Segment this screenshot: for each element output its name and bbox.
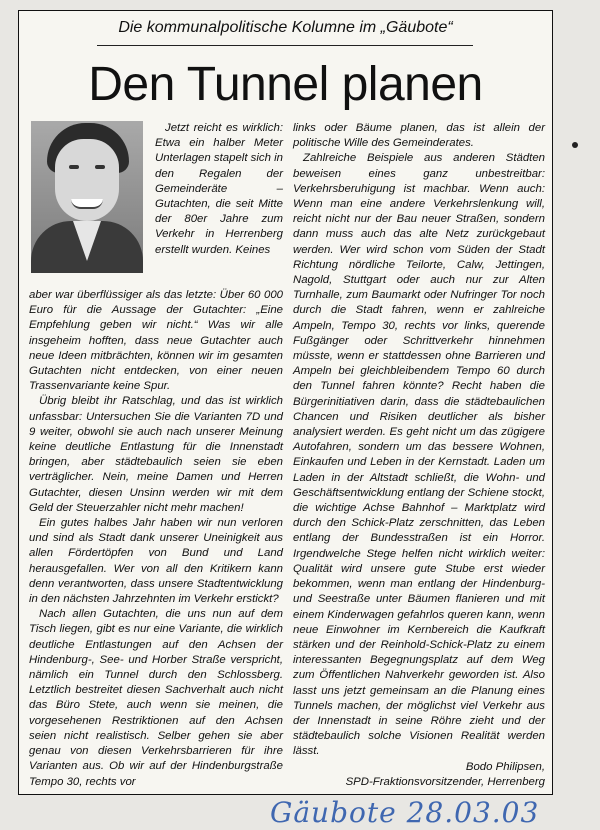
paragraph: Nach allen Gutachten, die uns nun auf dem Tisch liegen, gibt es nur eine Variante, die wirklich deutliche Entlastungen auf den Achsen der Hindenburg-, See- und Horber Straße verspricht, nämlich ein Tunnel durch den Schlossberg. Letztlich bestreitet diesen Sachverhalt auch nicht das Büro Stete, auch wenn sie meinen, die vorgesehenen Restriktionen auf den Achsen seien nicht realistisch. Selber gehen sie aber genau von diesen Verkehrsbarrieren für ihre Varianten aus. Ob wir auf der Hindenburgstraße Tempo 30, rechts vor [29,608,283,788]
column-kicker: Die kommunalpolitische Kolumne im „Gäubote“ [118,19,453,36]
author-name: Bodo Philipsen, [465,760,545,773]
column-2 [293,121,545,790]
headline: Den Tunnel planen [88,58,483,111]
handwritten-source-note: Gäubote 28.03.03 [270,796,540,829]
portrait-photo-icon [31,121,143,273]
paragraph: Zahlreiche Beispiele aus anderen Städten beweisen eines ganz unbestreitbar: Verkehrsberuhigung ist machbar. Wenn auch: Wenn man eine andere Verkehrslenkung will, reicht nicht nur der Bau neuer Straßen, sondern dann muss auch das alte Netz zurückgebaut werden. Wer wird schon vom Süden der Stadt Richtung nördliche Teilorte, Calw, Jettingen, Nagold, Stuttgart oder auch nur zur Alten Turnhalle, zum Baumarkt oder Nufringer Tor noch durch die Stadt fahren, wenn er zahlreiche Ampeln, Tempo 30, rechts vor links, querende Fußgänger oder Schrittverkehr hinnehmen müsste, wenn er stattdessen ohne Barrieren und Ampeln bei gleichbleibendem Tempo 60 durch den Tunnel fahren könnte? Recht haben die Bürgerinitiativen darin, dass die städtebaulichen Chancen und Risiken deutlicher als bisher analysiert werden. Es geht nicht um das zügigere Autofahren, sondern um das bessere Wohnen, Einkaufen und Leben in der Kernstadt. Laden um Laden in der Altstadt schließt, die Wohn- und Geschäftsentwicklung entlang der Schiene stockt, die wichtige Achse Bahnhof – Marktplatz wird durch den Schick-Platz zerschnitten, das Leben entlang der Bundesstraßen ist ein Horror. Irgendwelche Stege helfen nicht wirklich weiter: Qualität wird unsere gute Stube erst wieder bekommen, wenn man entlang der Hindenburg- und Seestraße unter Bäumen flanieren und mit einem Kinderwagen gefahrlos queren kann, wenn neue Einwohner im Kernbereich die Kaufkraft stärken und der Reinhold-Schick-Platz zu einem interessanten Begegnungsplatz auf dem Weg zum Öffentlichen Nahverkehr geworden ist. Also lasst uns jetzt gemeinsam an die Planung eines Tunnels machen, der möglichst viel Verkehr aus der Innenstadt in seine Röhre zieht und der städtebaulich solche Visionen Realität werden lässt. [293,152,545,758]
column-1-bottom [29,288,283,790]
paragraph: Übrig bleibt ihr Ratschlag, und das ist wirklich unfassbar: Untersuchen Sie die Varianten 7D und 9 weiter, obwohl sie auch nach unserer Meinung keine deutliche Entlastung für die Innenstadt bringen, aber städtebaulich seien sie eben verträglicher. Nein, meine Damen und Herren Gutachter, diesen Unsinn werden wir mit dem Geld der Steuerzahler nicht mehr machen! [29,395,283,514]
newspaper-clipping [18,10,553,795]
paragraph: Ein gutes halbes Jahr haben wir nun verloren und sind als Stadt dank unserer Uneinigkeit aus allen Fördertöpfen von Bund und Land herausgefallen. Wer von all den Kritikern kann denn verantworten, dass unsere Stadtentwicklung in den nächsten Jahrzehnten im Verkehr erstickt? [29,517,283,606]
paragraph: links oder Bäume planen, das ist allein der politische Wille des Gemeinderates. [293,122,545,150]
portrait-smile [71,199,103,209]
ink-spot [572,142,578,148]
paragraph: aber war überflüssiger als das letzte: Über 60 000 Euro für die Aussage der Gutachter: „Eine Empfehlung geben wir nicht.“ Was wir alle insgeheim hofften, dass neue Gutachter auch neue Ideen mitbrächten, können wir im gesamten Gutachten nicht entdecken, von einer neuen Trassenvariante keine Spur. [29,289,283,393]
portrait-eye [95,165,105,169]
paragraph: Jetzt reicht es wirklich: Etwa ein halber Meter Unterlagen stapelt sich in den Regalen der Gemeinderäte – Gutachten, die seit Mitte der 80er Jahre zum Verkehr in Herrenberg erstellt wurden. Keines [155,122,283,256]
column-1-top [155,121,283,258]
author-title: SPD-Fraktionsvorsitzender, Herrenberg [345,775,545,788]
kicker-underline [97,45,473,46]
portrait-eye [69,165,79,169]
